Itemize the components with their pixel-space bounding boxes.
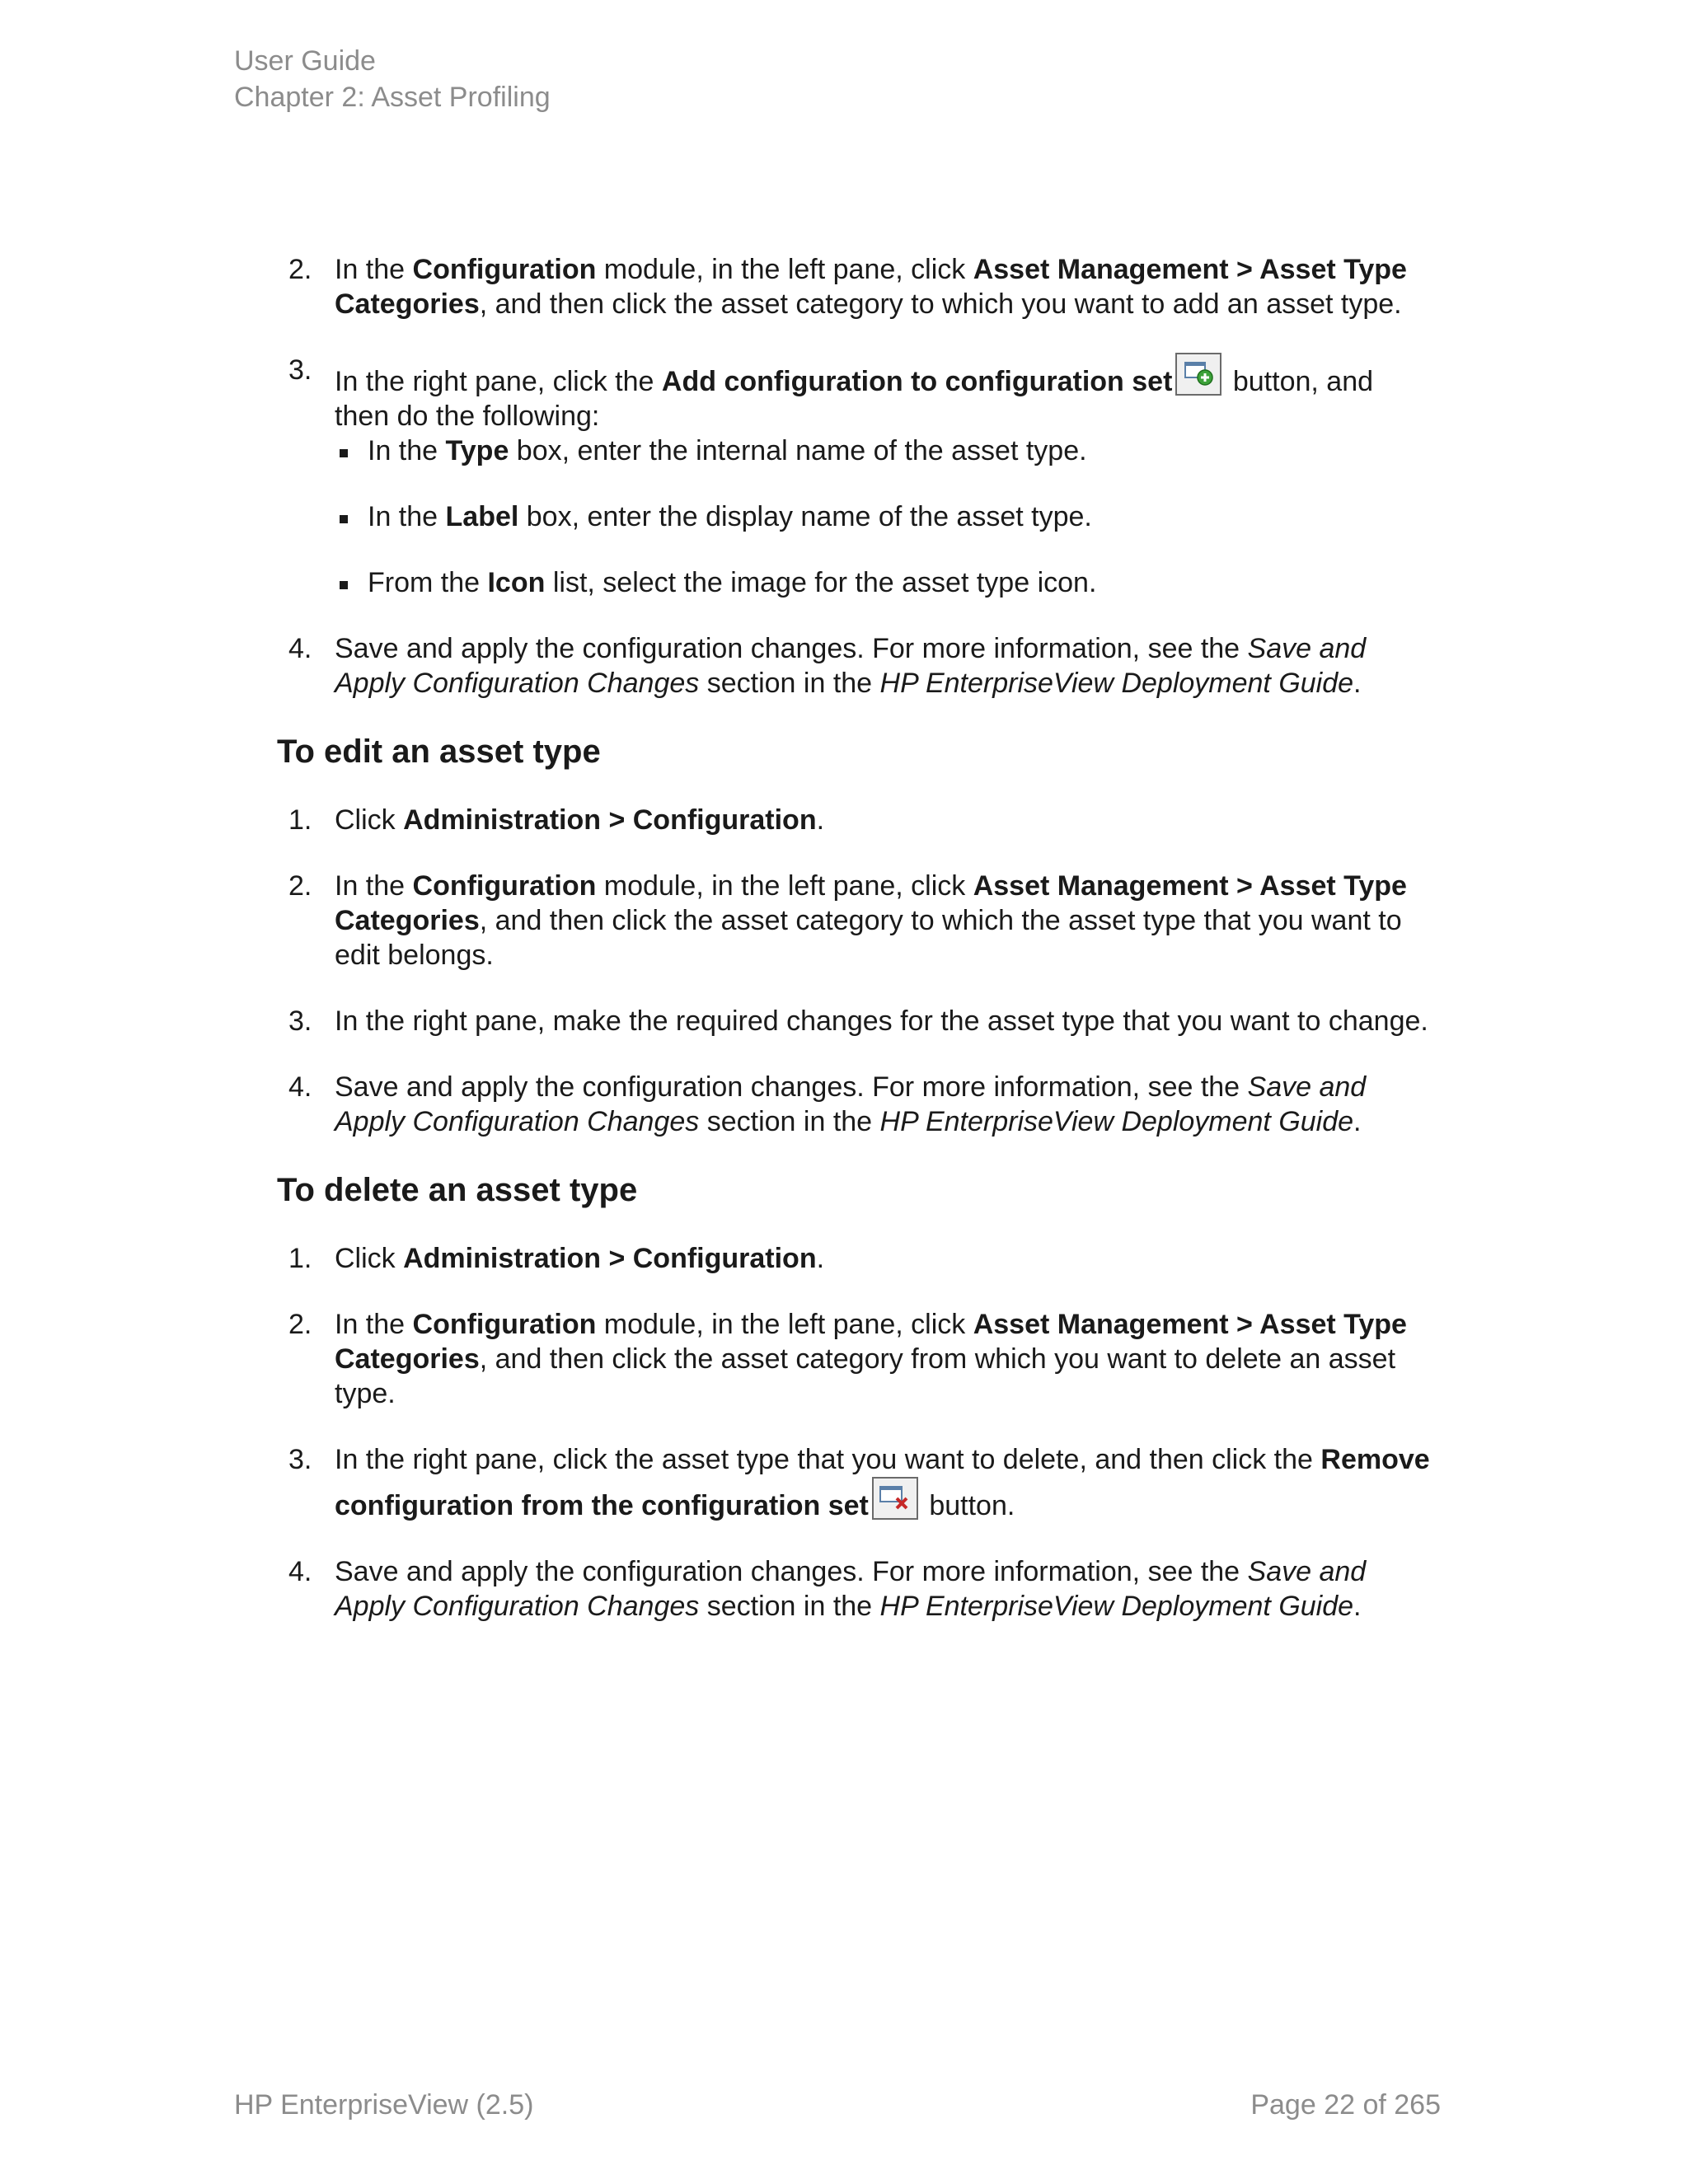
page-content [277,252,1431,1655]
sub-list [335,434,1431,600]
list-item: 2. In the Configuration module, in the left pane, click Asset Management > Asset Type Categories, and then click the asset category from which you want to delete an asset type. [288,1309,1407,1409]
list-item: 1. Click Administration > Configuration. [288,1243,825,1274]
section-heading-edit: To edit an asset type [277,733,601,770]
list-item: 4. Save and apply the configuration changes. For more information, see the Save and Apply Configuration Changes section in the HP EnterpriseView Deployment Guide. [288,633,1367,699]
list-item: 4. Save and apply the configuration changes. For more information, see the Save and Apply Configuration Changes section in the HP EnterpriseView Deployment Guide. [288,1071,1367,1137]
list-item: In the Label box, enter the display name of the asset type. [335,499,1431,534]
list-item: 3. In the right pane, click the Add configuration to configuration set button, and then do the following: In the Type box, enter the internal name of the asset type. In the Label box, enter the display name of the asset type. From the Icon list, select the image for the asset type icon. [277,353,1431,600]
list-item: 2. In the Configuration module, in the left pane, click Asset Management > Asset Type Categories, and then click the asset category to which the asset type that you want to edit belongs. [288,870,1407,971]
page-number: Page 22 of 265 [1250,2089,1441,2121]
list-item: 1. Click Administration > Configuration. [288,804,825,836]
list-item: From the Icon list, select the image for the asset type icon. [335,565,1431,600]
running-footer [234,2087,1441,2123]
remove-configuration-icon [872,1477,918,1520]
list-item: In the Type box, enter the internal name of the asset type. [335,434,1431,468]
list-item: 4. Save and apply the configuration changes. For more information, see the Save and Apply Configuration Changes section in the HP EnterpriseView Deployment Guide. [288,1556,1367,1622]
edit-asset-type-steps [277,803,1431,1139]
running-header [234,43,551,115]
product-version: HP EnterpriseView (2.5) [234,2089,534,2121]
add-configuration-icon [1175,353,1221,396]
guide-title: User Guide [234,45,376,77]
delete-asset-type-steps [277,1241,1431,1624]
chapter-title: Chapter 2: Asset Profiling [234,82,551,113]
section-heading-delete: To delete an asset type [277,1172,638,1208]
add-asset-type-steps [277,252,1431,701]
list-item: 3. In the right pane, make the required changes for the asset type that you want to change. [288,1005,1428,1037]
list-item: 2. In the Configuration module, in the left pane, click Asset Management > Asset Type Categories, and then click the asset category to which you want to add an asset type. [288,254,1407,320]
list-item: 3. In the right pane, click the asset type that you want to delete, and then click the Remove configuration from the configuration set button. [288,1444,1430,1521]
